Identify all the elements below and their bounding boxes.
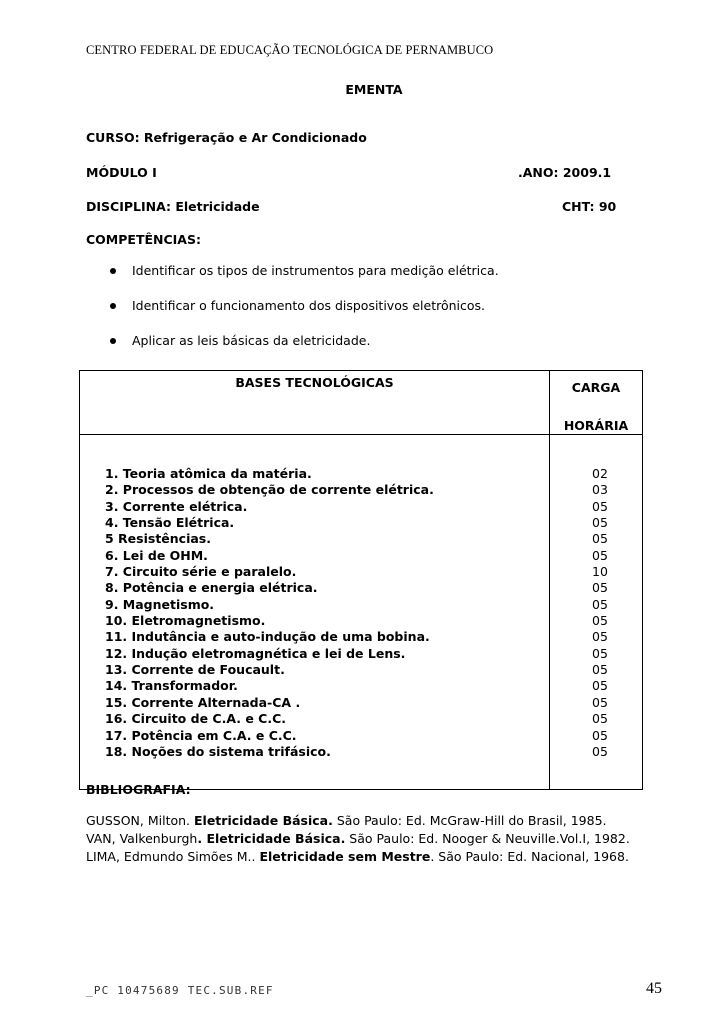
hours-item: 03 [592,482,608,498]
hours-item: 05 [592,678,608,694]
header-carga-2: HORÁRIA [563,418,629,433]
topic-item: 14. Transformador. [105,678,238,694]
competency-text: Identificar o funcionamento dos dispositivos eletrônicos. [132,298,486,313]
footer-code: _PC 10475689 TEC.SUB.REF [86,984,274,997]
topic-item: 11. Indutância e auto-indução de uma bobina. [105,629,430,645]
topic-item: 10. Eletromagnetismo. [105,613,266,629]
bib-rest: São Paulo: Ed. McGraw-Hill do Brasil, 1985. [332,813,607,828]
hours-item: 05 [592,694,608,710]
hours-item: 05 [592,711,608,727]
table-header-row [80,371,643,435]
hours-item: 05 [592,498,608,514]
hours-item: 05 [592,629,608,645]
hours-item: 05 [592,547,608,563]
course-line: CURSO: Refrigeração e Ar Condicionado [86,130,367,145]
topic-item: 18. Noções do sistema trifásico. [105,743,331,759]
hours-item: 05 [592,662,608,678]
topic-item: 3. Corrente elétrica. [105,498,248,514]
page-number: 45 [646,980,662,997]
bib-title: . Eletricidade Básica. [197,831,346,846]
hours-item: 05 [592,531,608,547]
discipline-line: DISCIPLINA: Eletricidade [86,199,260,214]
topic-item: 7. Circuito série e paralelo. [105,564,297,580]
topic-item: 12. Indução eletromagnética e lei de Lens. [105,645,406,661]
bases-table [79,370,643,790]
table-body-row [80,435,643,790]
hours-item: 05 [592,580,608,596]
header-bases-cell [80,371,550,435]
document-title [0,82,728,97]
header-carga [550,371,642,434]
topic-item: 8. Potência e energia elétrica. [105,580,318,596]
competency-text: Identificar os tipos de instrumentos para medição elétrica. [132,263,499,278]
bib-rest: São Paulo: Ed. Nooger & Neuville.Vol.I, 1982. [345,831,630,846]
bibliography-label: BIBLIOGRAFIA: [86,782,191,797]
header-bases: BASES TECNOLÓGICAS [235,375,394,390]
hours-item: 05 [592,515,608,531]
workload-line: CHT: 90 [562,199,617,214]
bullet-icon [110,338,116,344]
document-title-text: EMENTA [345,82,403,97]
topic-item: 13. Corrente de Foucault. [105,662,285,678]
topic-item: 16. Circuito de C.A. e C.C. [105,711,287,727]
list-item [108,263,668,298]
hours-item: 05 [592,743,608,759]
institution-header: CENTRO FEDERAL DE EDUCAÇÃO TECNOLÓGICA DE PERNAMBUCO [86,43,494,57]
topics-cell [80,435,550,790]
competencies-list [108,263,668,368]
topic-item: 5 Resistências. [105,531,211,547]
hours-item: 05 [592,613,608,629]
topics-list [80,435,549,760]
bibliography-list [86,812,630,866]
hours-item: 05 [592,727,608,743]
bibliography-entry [86,812,630,830]
bib-title: Eletricidade Básica. [194,813,333,828]
hours-item: 10 [592,564,608,580]
competencies-label: COMPETÊNCIAS: [86,232,201,247]
bullet-icon [110,303,116,309]
bib-author: GUSSON, Milton. [86,813,194,828]
hours-cell [550,435,643,790]
hours-item: 02 [592,466,608,481]
hours-item: 05 [592,645,608,661]
hours-item: 05 [592,596,608,612]
topic-item: 4. Tensão Elétrica. [105,515,235,531]
topic-item: 15. Corrente Alternada-CA . [105,694,301,710]
list-item [108,298,668,333]
topic-item: 17. Potência em C.A. e C.C. [105,727,297,743]
list-item [108,333,668,368]
header-carga-cell [550,371,643,435]
bib-author: LIMA, Edmundo Simões M.. [86,849,260,864]
bibliography-entry [86,830,630,848]
bib-title: Eletricidade sem Mestre [259,849,431,864]
topic-item: 6. Lei de OHM. [105,547,208,563]
topic-item: 2. Processos de obtenção de corrente elétrica. [105,482,434,498]
competency-text: Aplicar as leis básicas da eletricidade. [132,333,371,348]
bib-author: VAN, Valkenburgh [86,831,198,846]
bibliography-entry [86,848,630,866]
module-line: MÓDULO I [86,165,157,180]
header-carga-1: CARGA [571,380,621,395]
year-line: .ANO: 2009.1 [518,165,612,180]
topic-item: 9. Magnetismo. [105,596,215,612]
bullet-icon [110,268,116,274]
hours-list [550,435,642,760]
bib-rest: . São Paulo: Ed. Nacional, 1968. [430,849,629,864]
topic-item: 1. Teoria atômica da matéria. [105,466,312,481]
